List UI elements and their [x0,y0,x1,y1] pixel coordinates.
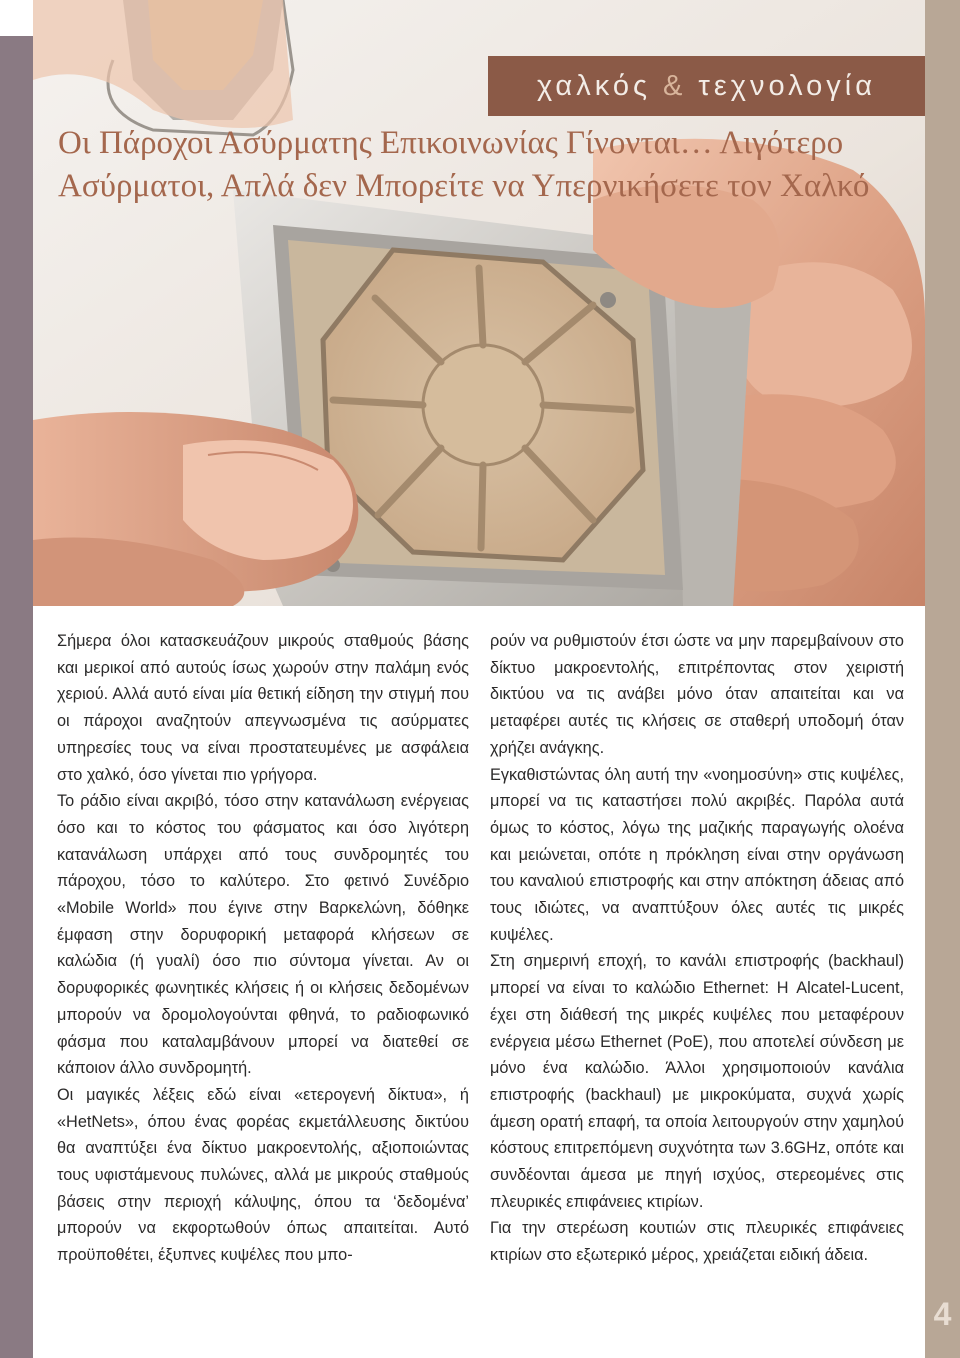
right-margin-bar [925,0,960,1358]
body-paragraph: Εγκαθιστώντας όλη αυτή την «νοημοσύνη» στις κυψέλες, μπορεί να τις καταστήσει πολύ ακριβές. Παρόλα αυτά όμως το κόστος, λόγω της μαζικής παραγωγής ολοένα και μειώνεται, οπότε η πρόκληση είναι στην οργάνωση του καναλιού επιστροφής και στην απόκτηση άδειας από τους ιδιώτες, να αναπτύξουν όλες αυτές τις μικρές κυψέλες. [490,765,904,944]
body-paragraph: Για την στερέωση κουτιών στις πλευρικές επιφάνειες κτιρίων στο εξωτερικό μέρος, χρειάζεται ειδική άδεια. [490,1219,904,1265]
article-title: Οι Πάροχοι Ασύρματης Επικοινωνίας Γίνονται… Λιγότερο Ασύρματοι, Απλά δεν Μπορείτε να Υπερνικήσετε τον Χαλκό [58,125,870,204]
page-number: 4 [933,1296,952,1332]
body-column-left [57,628,469,1269]
section-ampersand: & [663,70,687,102]
left-margin-bar-gap [0,0,33,36]
section-header [488,70,925,103]
body-paragraph: Σήμερα όλοι κατασκευάζουν μικρούς σταθμούς βάσης και μερικοί από αυτούς ίσως χωρούν στην παλάμη ενός χεριού. Αλλά αυτό είναι μία θετική είδηση την στιγμή που οι πάροχοι αναζητούν απεγνωσμένα τις ασύρματες υπηρεσίες τους να είναι προστατευμένες με ασφάλεια στο χαλκό, όσο γίνεται πιο γρήγορα. [57,632,469,784]
body-paragraph: Το ράδιο είναι ακριβό, τόσο στην κατανάλωση ενέργειας όσο και το κόστος του φάσματος και όσο λιγότερη κατανάλωση υπάρχει από τους συνδρομητές του πάροχου, τόσο το καλύτερο. Στο φετινό Συνέδριο «Mobile World» που έγινε στην Βαρκελώνη, δόθηκε έμφαση στην δορυφορική μεταφορά κλήσεων σε καλώδια (ή γυαλί) όσο πιο σύντομα γίνεται. Αν οι δορυφορικές φωνητικές κλήσεις ή οι κλήσεις δεδομένων μπορούν να δρομολογούνται φθηνά, το ραδιοφωνικό φάσμα που καταλαμβάνουν μπορεί να διατεθεί σε κάποιον άλλο συνδρομητή. [57,792,469,1078]
section-header-band [488,56,925,116]
section-word-technology: τεχνολογία [698,70,877,102]
left-margin-bar [0,0,33,1358]
body-paragraph: Οι μαγικές λέξεις εδώ είναι «ετερογενή δίκτυα», ή «HetNets», όπου ένας φορέας εκμετάλλευσης δικτύου θα αναπτύξει ένα δίκτυο μακροεντολής, αξιοποιώντας τους υφιστάμενους πυλώνες, αλλά με μικρούς σταθμούς βάσεις στην περιοχή κάλυψης, όπου τα ‘δεδομένα’ μπορούν να εκφορτωθούν όπως απαιτείται. Αυτό προϋποθέτει, έξυπνες κυψέλες που μπο- [57,1085,469,1265]
body-column-right [490,628,904,1269]
body-paragraph: Στη σημερινή εποχή, το κανάλι επιστροφής (backhaul) μπορεί να είναι το καλώδιο Ethernet: Η Alcatel-Lucent, έχει στη διάθεσή της μικρές κυψέλες που μεταφέρουν ενέργεια μέσω Ethernet (PoE), που αποτελεί σύνδεση με μόνο ένα καλώδιο. Άλλοι χρησιμοποιούν κανάλια επιστροφής (backhaul) με μικροκύματα, συχνά χωρίς άμεση ορατή επαφή, τα οποία λειτουργούν στην χαμηλού κόστους επιτρεπόμενη συχνότητα των 3.6GHz, οπότε και συνδέονται άμεσα με πηγή ισχύος, στερεομένες στις πλευρικές επιφάνειες κτιρίων. [490,952,904,1211]
section-word-copper: χαλκός [536,70,651,102]
body-paragraph: ρούν να ρυθμιστούν έτσι ώστε να μην παρεμβαίνουν στο δίκτυο μακροεντολής, επιτρέποντας στον χειριστή δικτύου να τις ανάβει μόνο όταν απαιτείται και να μεταφέρει αυτές τις κλήσεις σε σταθερή υποδομή όταν χρήζει ανάγκης. [490,632,904,757]
